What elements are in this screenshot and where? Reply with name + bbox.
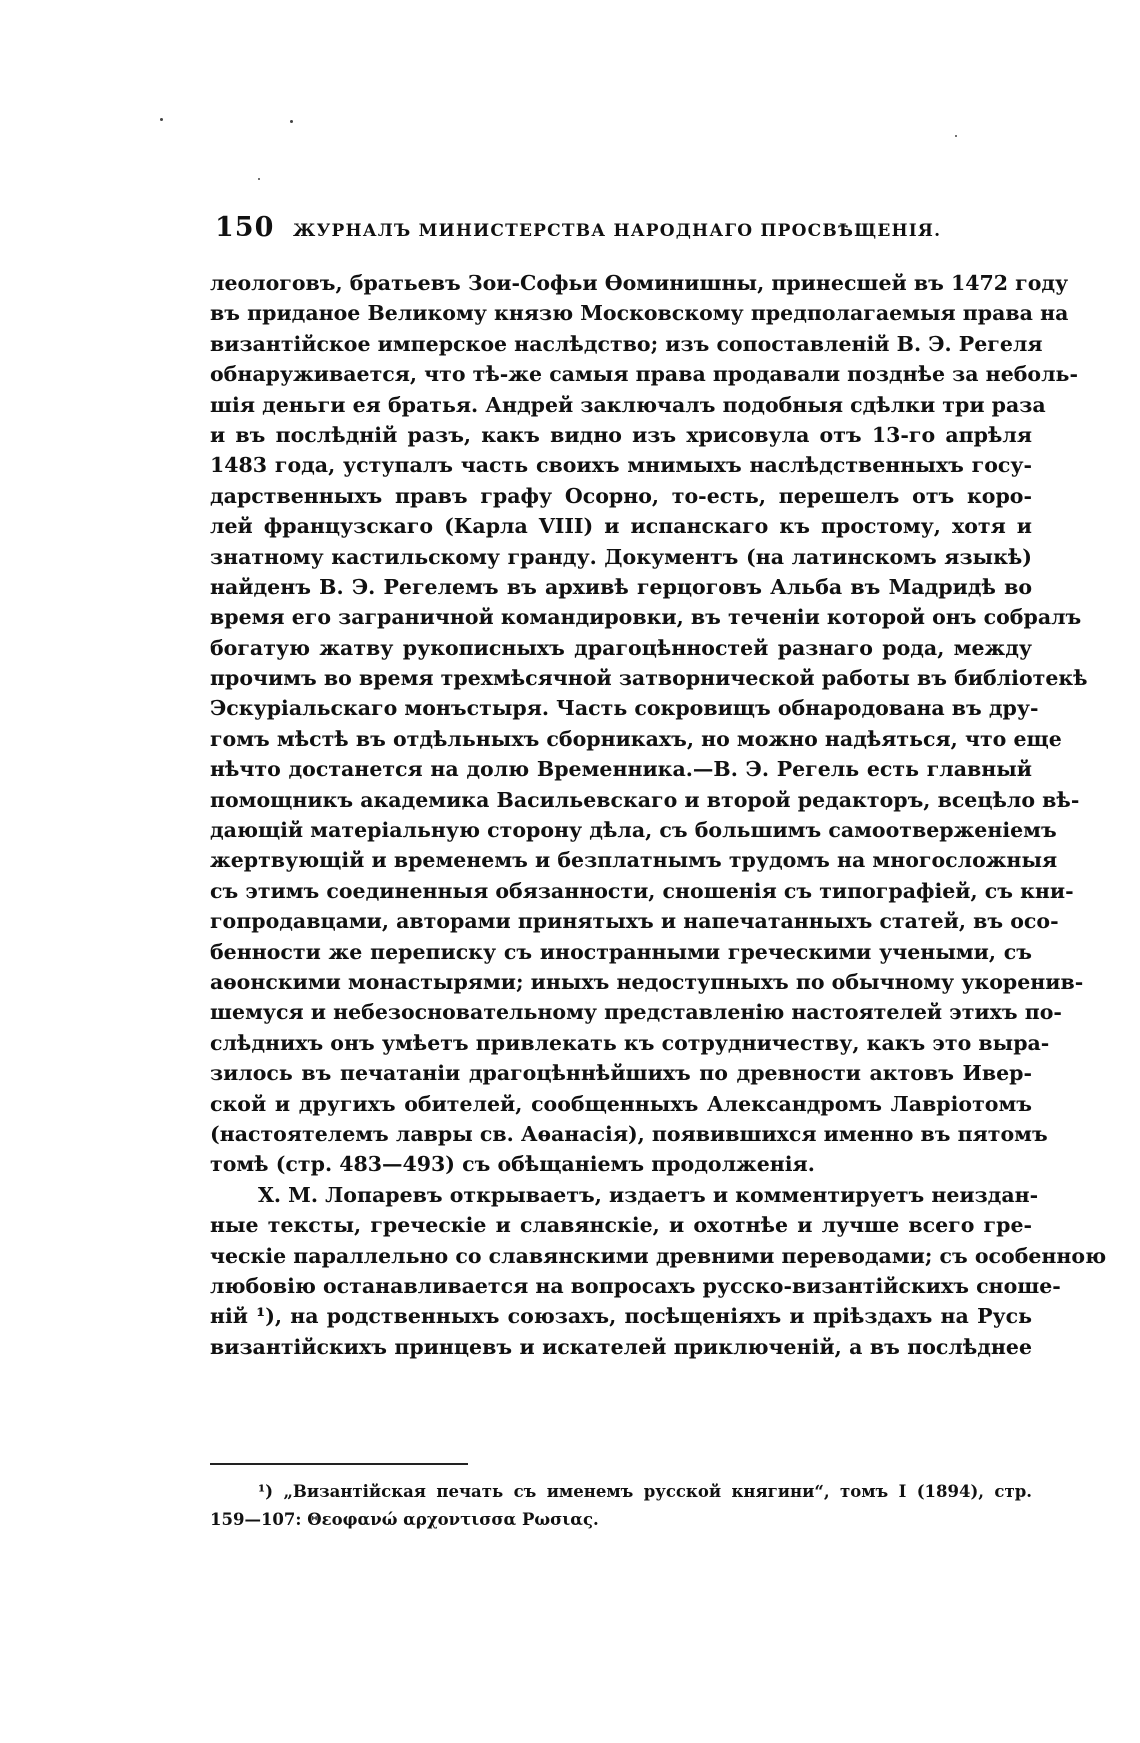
footnote-line: 159—107: Θεοφανώ αρχοντισσα Ρωσιας. xyxy=(210,1510,599,1529)
running-title: ЖУРНАЛЪ МИНИСТЕРСТВА НАРОДНАГО ПРОСВѢЩЕНІЯ. xyxy=(293,221,942,241)
print-speck xyxy=(955,135,957,137)
text-line: жертвующій и временемъ и безплатнымъ трудомъ на многосложныя xyxy=(210,848,1058,873)
text-line: (настоятелемъ лавры св. Аѳанасія), появившихся именно въ пятомъ xyxy=(210,1121,1048,1146)
text-line: знатному кастильскому гранду. Документъ (на латинскомъ языкѣ) xyxy=(210,544,1032,569)
text-line: томѣ (стр. 483—493) съ обѣщаніемъ продолженія. xyxy=(210,1152,815,1177)
text-line: зилось въ печатаніи драгоцѣннѣйшихъ по древности актовъ Ивер- xyxy=(210,1061,1032,1086)
footnote xyxy=(210,1478,1032,1534)
text-line: дающій матеріальную сторону дѣла, съ большимъ самоотверженіемъ xyxy=(210,818,1057,843)
paragraph-start-line: Х. М. Лопаревъ открываетъ, издаетъ и комментируетъ неиздан- xyxy=(258,1182,1039,1207)
text-line: найденъ В. Э. Регелемъ въ архивѣ герцоговъ Альба въ Мадридѣ во xyxy=(210,574,1032,599)
text-line: время его заграничной командировки, въ теченіи которой онъ собралъ xyxy=(210,605,1082,630)
text-line: любовію останавливается на вопросахъ русско-византійскихъ снoше- xyxy=(210,1273,1061,1298)
text-line: бенности же переписку съ иностранными греческими учеными, съ xyxy=(210,939,1032,964)
text-line: ній ¹), на родственныхъ союзахъ, посѣщеніяхъ и пріѣздахъ на Русь xyxy=(210,1304,1032,1329)
text-line: лей французскаго (Карла VIII) и испанскаго къ простому, хотя и xyxy=(210,514,1032,539)
body-text xyxy=(210,268,1107,1362)
text-line: гопродавцами, авторами принятыхъ и напечатанныхъ статей, въ осо- xyxy=(210,909,1059,934)
page-header xyxy=(215,212,1035,248)
text-line: и въ послѣдній разъ, какъ видно изъ хрисовула отъ 13-го апрѣля xyxy=(210,422,1032,447)
text-line: прочимъ во время трехмѣсячной затворнической работы въ библіотекѣ xyxy=(210,666,1088,691)
text-line: византійскихъ принцевъ и искателей приключеній, а въ послѣднее xyxy=(210,1334,1032,1359)
text-line: помощникъ академика Васильевскаго и второй редакторъ, всецѣло вѣ- xyxy=(210,787,1080,812)
text-line: съ этимъ соединенныя обязанности, сношенія съ типографіей, съ кни- xyxy=(210,878,1074,903)
text-line: нѣчто достанется на долю Временника.—В. Э. Регель есть главный xyxy=(210,757,1032,782)
text-line: гомъ мѣстѣ въ отдѣльныхъ сборникахъ, но можно надѣяться, что еще xyxy=(210,726,1062,751)
text-line: шія деньги ея братья. Андрей заключалъ подобныя сдѣлки три раза xyxy=(210,392,1046,417)
text-line: шемуся и небезосновательному представленію настоятелей этихъ по- xyxy=(210,1000,1062,1025)
text-line: слѣднихъ онъ умѣетъ привлекать къ сотрудничеству, какъ это выра- xyxy=(210,1030,1050,1055)
text-line: обнаруживается, что тѣ-же самыя права продавали позднѣе за неболь- xyxy=(210,362,1078,387)
print-speck xyxy=(290,120,293,123)
text-line: въ приданое Великому князю Московскому предполагаемыя права на xyxy=(210,301,1069,326)
text-line: богатую жатву рукописныхъ драгоцѣнностей разнаго рода, между xyxy=(210,635,1032,660)
text-line: ные тексты, греческіе и славянскіе, и охотнѣе и лучше всего гре- xyxy=(210,1213,1032,1238)
text-line: Эскуріальскаго монъстыря. Часть сокровищъ обнародована въ дру- xyxy=(210,696,1039,721)
footnote-divider xyxy=(210,1463,468,1465)
footnote-line: ¹) „Византійская печать съ именемъ русской княгини“, томъ I (1894), стр. xyxy=(258,1482,1032,1501)
print-speck xyxy=(160,118,163,121)
text-line: дарственныхъ правъ графу Осорно, то-есть, перешелъ отъ коро- xyxy=(210,483,1032,508)
text-line: византійское имперское наслѣдство; изъ сопоставленій В. Э. Регеля xyxy=(210,331,1043,356)
text-line: аѳонскими монастырями; иныхъ недоступныхъ по обычному укоренив- xyxy=(210,969,1084,994)
text-line: ской и другихъ обителей, сообщенныхъ Александромъ Лавріотомъ xyxy=(210,1091,1032,1116)
text-line: ческіе параллельно со славянскими древними переводами; съ особенною xyxy=(210,1243,1107,1268)
text-line: леологовъ, братьевъ Зои-Софьи Ѳоминишны, принесшей въ 1472 году xyxy=(210,271,1069,295)
text-line: 1483 года, уступалъ часть своихъ мнимыхъ наслѣдственныхъ госу- xyxy=(210,453,1032,478)
print-speck xyxy=(258,178,260,180)
page-number: 150 xyxy=(215,212,275,243)
